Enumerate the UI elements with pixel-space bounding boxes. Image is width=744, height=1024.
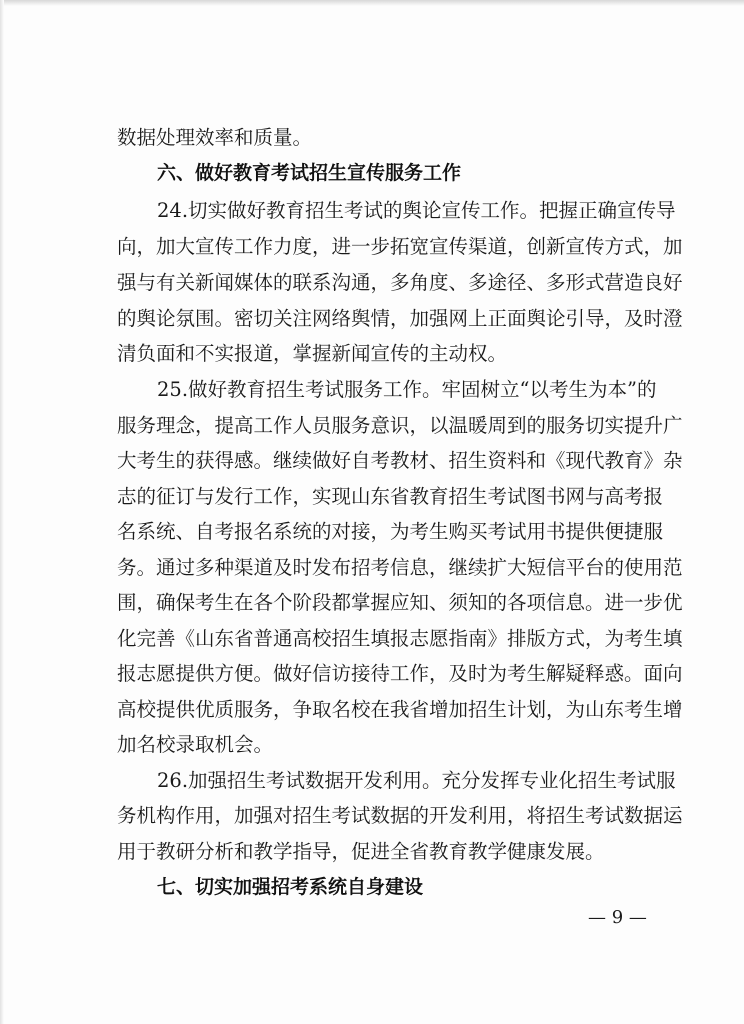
paragraph-25-line: 化完善《山东省普通高校招生填报志愿指南》排版方式，为考生填 (117, 627, 683, 650)
paragraph-25-line: 高校提供优质服务，争取名校在我省增加招生计划，为山东考生增 (117, 698, 683, 721)
paragraph-25-line: 志的征订与发行工作，实现山东省教育招生考试图书网与高考报 (117, 485, 664, 508)
section-heading-6: 六、做好教育考试招生宣传服务工作 (157, 162, 462, 184)
scan-top-edge (0, 0, 744, 6)
paragraph-25-line: 围，确保考生在各个阶段都掌握应知、须知的各项信息。进一步优 (117, 591, 683, 614)
paragraph-25-line: 服务理念，提高工作人员服务意识，以温暖周到的服务切实提升广 (117, 414, 683, 437)
paragraph-26-line: 务机构作用，加强对招生考试数据的开发利用，将招生考试数据运 (117, 804, 683, 827)
paragraph-25-line: 25.做好教育招生考试服务工作。牢固树立“以考生为本”的 (157, 378, 657, 401)
page-number: — 9 — (588, 907, 647, 928)
section-heading-7: 七、切实加强招考系统自身建设 (157, 876, 424, 898)
paragraph-25-line: 加名校录取机会。 (117, 733, 274, 756)
paragraph-24-line: 向，加大宣传工作力度，进一步拓宽宣传渠道，创新宣传方式，加 (117, 235, 683, 258)
paragraph-26-line: 用于教研分析和教学指导，促进全省教育教学健康发展。 (117, 840, 605, 863)
paragraph-25-line: 名系统、自考报名系统的对接，为考生购买考试用书提供便捷服 (117, 520, 664, 543)
paragraph-24-line: 24.切实做好教育招生考试的舆论宣传工作。把握正确宣传导 (157, 199, 676, 222)
paragraph-25-line: 报志愿提供方便。做好信访接待工作，及时为考生解疑释惑。面向 (117, 662, 683, 685)
body-line: 数据处理效率和质量。 (117, 126, 313, 149)
paragraph-25-line: 务。通过多种渠道及时发布招考信息，继续扩大短信平台的使用范 (117, 556, 683, 579)
scan-left-edge (0, 0, 4, 1024)
paragraph-25-line: 大考生的获得感。继续做好自考教材、招生资料和《现代教育》杂 (117, 449, 683, 472)
paragraph-26-line: 26.加强招生考试数据开发利用。充分发挥专业化招生考试服 (157, 769, 676, 792)
paragraph-24-line: 的舆论氛围。密切关注网络舆情，加强网上正面舆论引导，及时澄 (117, 307, 683, 330)
paragraph-24-line: 清负面和不实报道，掌握新闻宣传的主动权。 (117, 342, 508, 365)
paragraph-24-line: 强与有关新闻媒体的联系沟通，多角度、多途径、多形式营造良好 (117, 271, 683, 294)
